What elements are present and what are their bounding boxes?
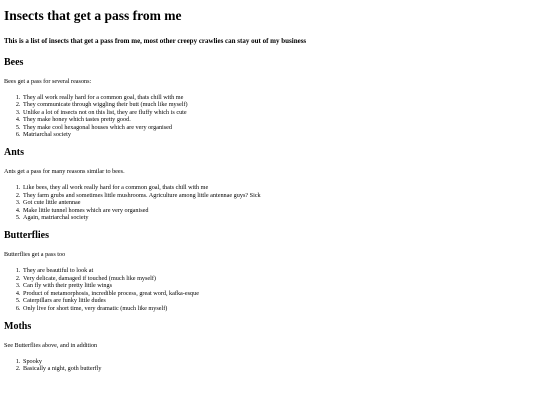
section-heading: Bees	[4, 57, 24, 68]
list-item: 5. Again, matriarchal society	[22, 214, 536, 221]
list-item: 2. They communicate through wiggling their butt (much like myself)	[22, 101, 536, 108]
reasons-list	[4, 358, 536, 373]
section-ants	[4, 147, 536, 221]
list-item: 1. Spooky	[22, 358, 536, 365]
reasons-list	[4, 184, 536, 221]
section-bees	[4, 57, 536, 138]
section-intro: Ants get a pass for many reasons similar to bees.	[4, 168, 125, 176]
list-item: 3. Unlike a lot of insects not on this list, they are fluffy which is cute	[22, 109, 536, 116]
section-heading: Moths	[4, 320, 32, 332]
list-item: 1. They all work really hard for a common goal, thats chill with me	[22, 94, 536, 101]
list-item: 1. Like bees, they all work really hard for a common goal, thats chill with me	[22, 184, 536, 191]
list-item: 1. They are beautiful to look at	[22, 267, 536, 274]
section-moths	[4, 321, 536, 373]
list-item: 6. Matriarchal society	[22, 131, 536, 138]
list-item: 5. Caterpillars are funky little dudes	[22, 297, 536, 304]
section-intro: See Butterflies above, and in addition	[4, 341, 98, 349]
list-item: 6. Only live for short time, very dramatic (much like myself)	[22, 305, 536, 312]
reasons-list	[4, 94, 536, 138]
page-subtitle: This is a list of insects that get a pass from me, most other creepy crawlies can stay out of my business	[4, 37, 307, 45]
section-heading: Butterflies	[4, 230, 49, 242]
list-item: 4. Make little tunnel homes which are very organised	[22, 207, 536, 214]
section-intro: Bees get a pass for several reasons:	[4, 78, 92, 85]
list-item: 4. They make honey which tastes pretty good.	[22, 116, 536, 123]
reasons-list	[4, 267, 536, 311]
list-item: 5. They make cool hexagonal houses which are very organised	[22, 124, 536, 131]
list-item: 2. Very delicate, damaged if touched (much like myself)	[22, 275, 536, 282]
section-heading: Ants	[4, 147, 25, 159]
section-butterflies	[4, 230, 536, 311]
list-item: 3. Got cute little antennae	[22, 199, 536, 206]
page-title: Insects that get a pass from me	[4, 8, 182, 23]
list-item: 4. Product of metamorphosis, incredible process, great word, kafka-esque	[22, 290, 536, 297]
list-item: 2. Basically a night, goth butterfly	[22, 365, 536, 372]
list-item: 2. They farm grubs and sometimes little mushrooms. Agriculture among little antennae guys? Sick	[22, 192, 536, 199]
list-item: 3. Can fly with their pretty little wings	[22, 282, 536, 289]
section-intro: Butterflies get a pass too	[4, 251, 66, 259]
